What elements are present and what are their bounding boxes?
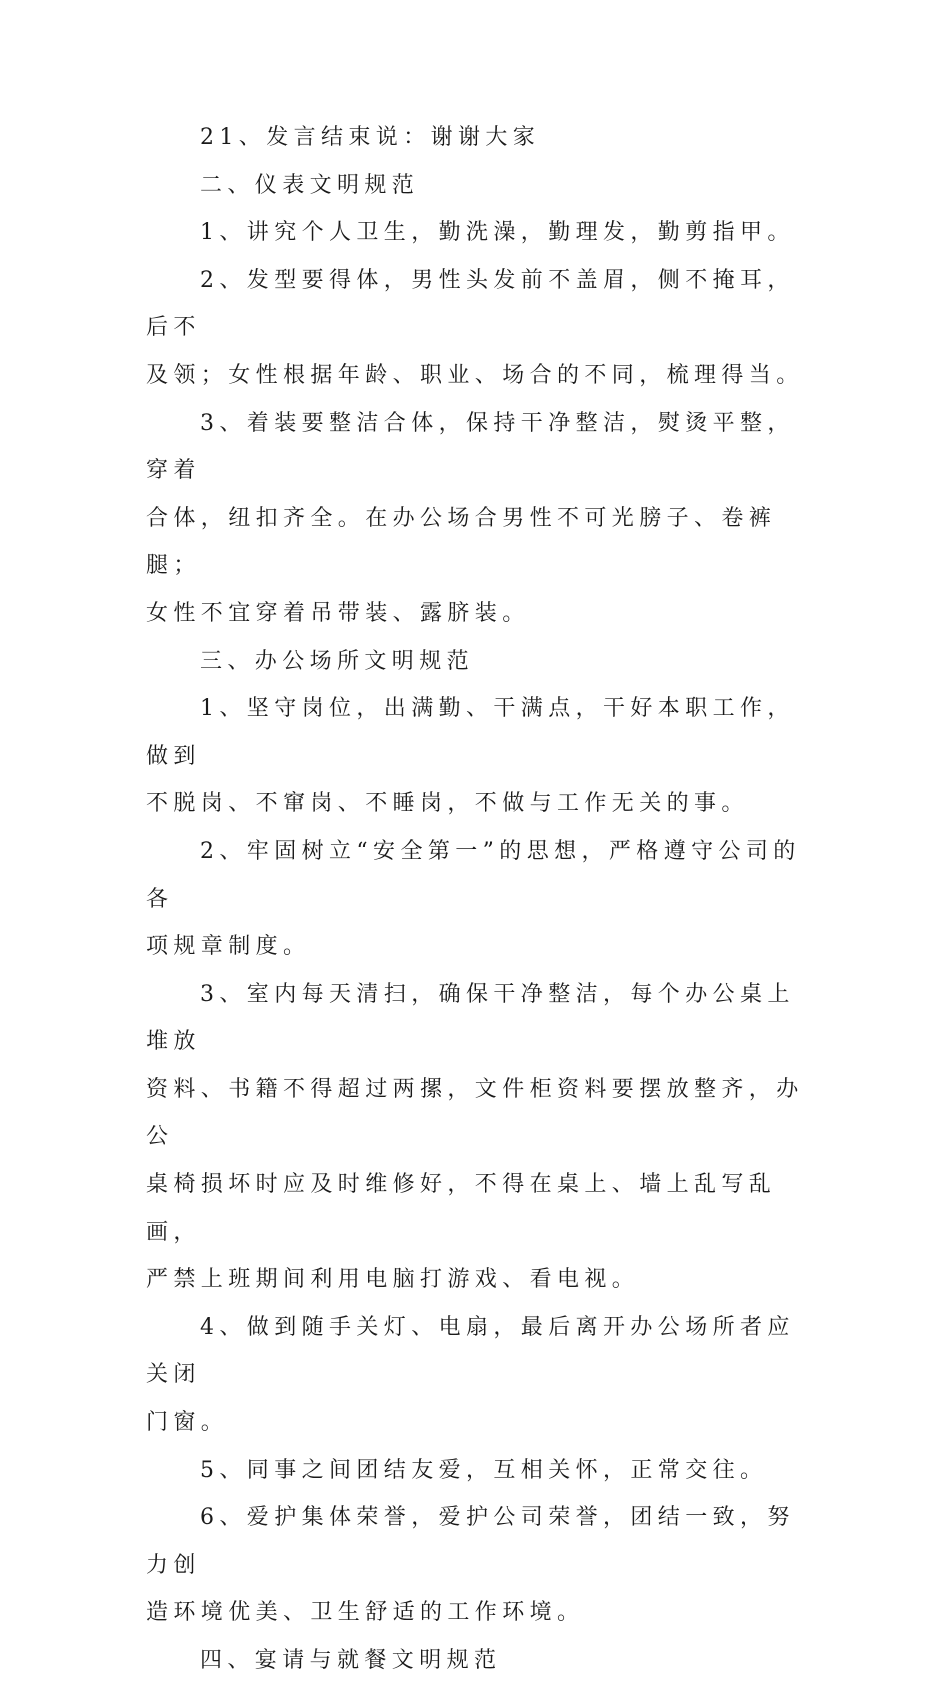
section-heading-dining: 四、宴请与就餐文明规范	[200, 1648, 502, 1673]
section-heading-appearance: 二、仪表文明规范	[200, 172, 420, 198]
document-body	[146, 114, 806, 1685]
paragraph-colleague-unity: 5、同事之间团结友爱，互相关怀，正常交往。	[200, 1457, 768, 1483]
paragraph-attire: 3、着装要整洁合体，保持干净整洁，熨烫平整，穿着 合体，纽扣齐全。在办公场合男性不可光膀子、卷裤腿； 女性不宜穿着吊带装、露脐装。	[146, 410, 795, 626]
paragraph-closing-remark: 21、发言结束说：谢谢大家	[200, 125, 541, 150]
paragraph-hygiene: 1、讲究个人卫生，勤洗澡，勤理发，勤剪指甲。	[200, 220, 795, 246]
section-heading-office: 三、办公场所文明规范	[200, 648, 475, 674]
paragraph-company-honor: 6、爱护集体荣誉，爱护公司荣誉，团结一致，努力创 造环境优美、卫生舒适的工作环境。	[146, 1505, 795, 1626]
paragraph-stay-at-post: 1、坚守岗位，出满勤、干满点，干好本职工作，做到 不脱岗、不窜岗、不睡岗，不做与工作无关的事。	[146, 696, 795, 817]
paragraph-safety-first: 2、牢固树立“安全第一”的思想，严格遵守公司的各 项规章制度。	[146, 838, 801, 960]
paragraph-office-cleaning: 3、室内每天清扫，确保干净整洁，每个办公桌上堆放 资料、书籍不得超过两摞，文件柜资料要摆放整齐，办公 桌椅损坏时应及时维修好，不得在桌上、墙上乱写乱画， 严禁上班期间利用电脑打游戏、看电视。	[146, 981, 804, 1293]
paragraph-hairstyle: 2、发型要得体，男性头发前不盖眉，侧不掩耳，后不 及领；女性根据年龄、职业、场合的不同，梳理得当。	[146, 267, 804, 388]
paragraph-lights-off: 4、做到随手关灯、电扇，最后离开办公场所者应关闭 门窗。	[146, 1314, 795, 1436]
